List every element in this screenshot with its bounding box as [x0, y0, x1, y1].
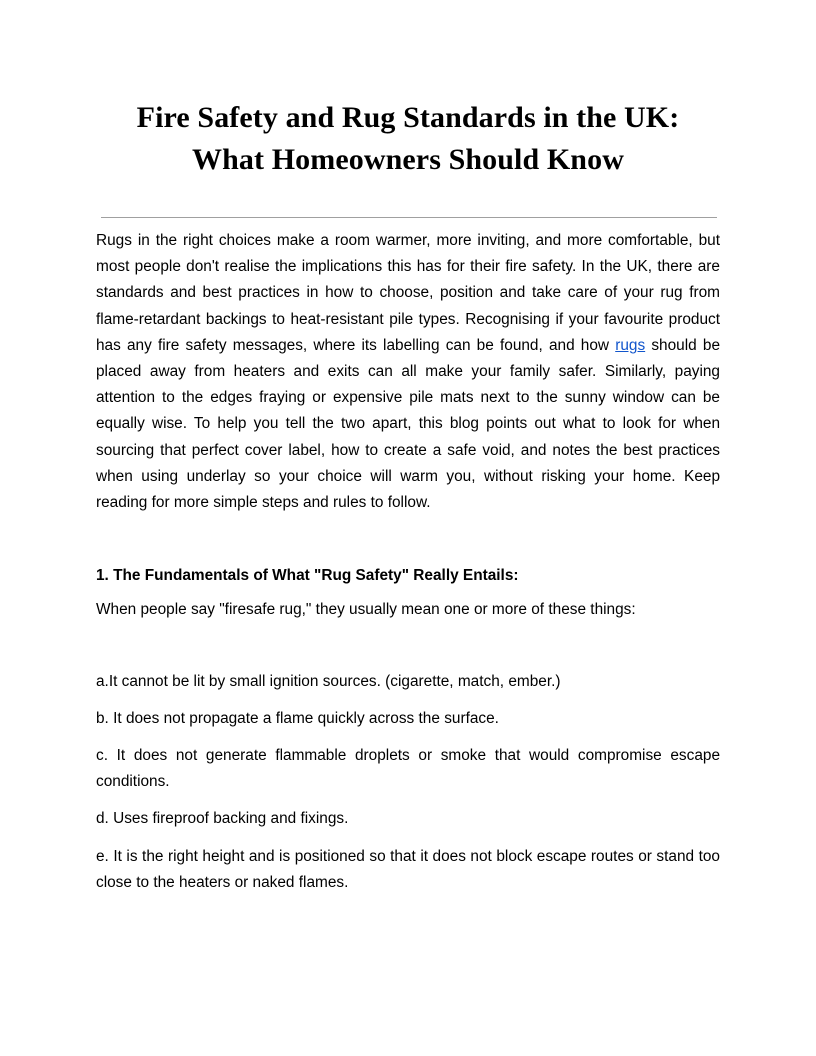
document-page: [96, 0, 720, 907]
title-line-2: What Homeowners Should Know: [192, 143, 624, 176]
page-title: [96, 97, 720, 181]
intro-paragraph: [96, 228, 720, 516]
list-item: c. It does not generate flammable droplets or smoke that would compromise escape conditions.: [96, 747, 720, 791]
title-divider: [101, 217, 717, 218]
intro-text-after-link: should be placed away from heaters and exits can all make your family safer. Similarly, paying attention to the edges fraying or expensive pile mats next to the sunny window can be equally wise. To help you tell the two apart, this blog points out what to look for when sourcing that perfect cover label, how to create a safe void, and notes the best practices when using underlay so your choice will warm you, without risking your home. Keep reading for more simple steps and rules to follow.: [96, 336, 720, 512]
list-item: a.It cannot be lit by small ignition sources. (cigarette, match, ember.): [96, 672, 561, 690]
rugs-link[interactable]: rugs: [615, 336, 646, 354]
list-item: d. Uses fireproof backing and fixings.: [96, 810, 349, 828]
list-item: e. It is the right height and is positioned so that it does not block escape routes or stand too close to the heaters or naked flames.: [96, 847, 720, 891]
title-line-1: Fire Safety and Rug Standards in the UK:: [136, 101, 680, 134]
section-1-heading: 1. The Fundamentals of What "Rug Safety" Really Entails:: [96, 567, 519, 585]
list-item: b. It does not propagate a flame quickly across the surface.: [96, 709, 499, 727]
intro-text-before-link: Rugs in the right choices make a room warmer, more inviting, and more comfortable, but most people don't realise the implications this has for their fire safety. In the UK, there are standards and best practices in how to choose, position and take care of your rug from flame-retardant backings to heat-resistant pile types. Recognising if your favourite product has any fire safety messages, where its labelling can be found, and how: [96, 232, 720, 354]
safety-criteria-list: [96, 669, 720, 896]
section-1-lead: When people say "firesafe rug," they usually mean one or more of these things:: [96, 601, 636, 619]
